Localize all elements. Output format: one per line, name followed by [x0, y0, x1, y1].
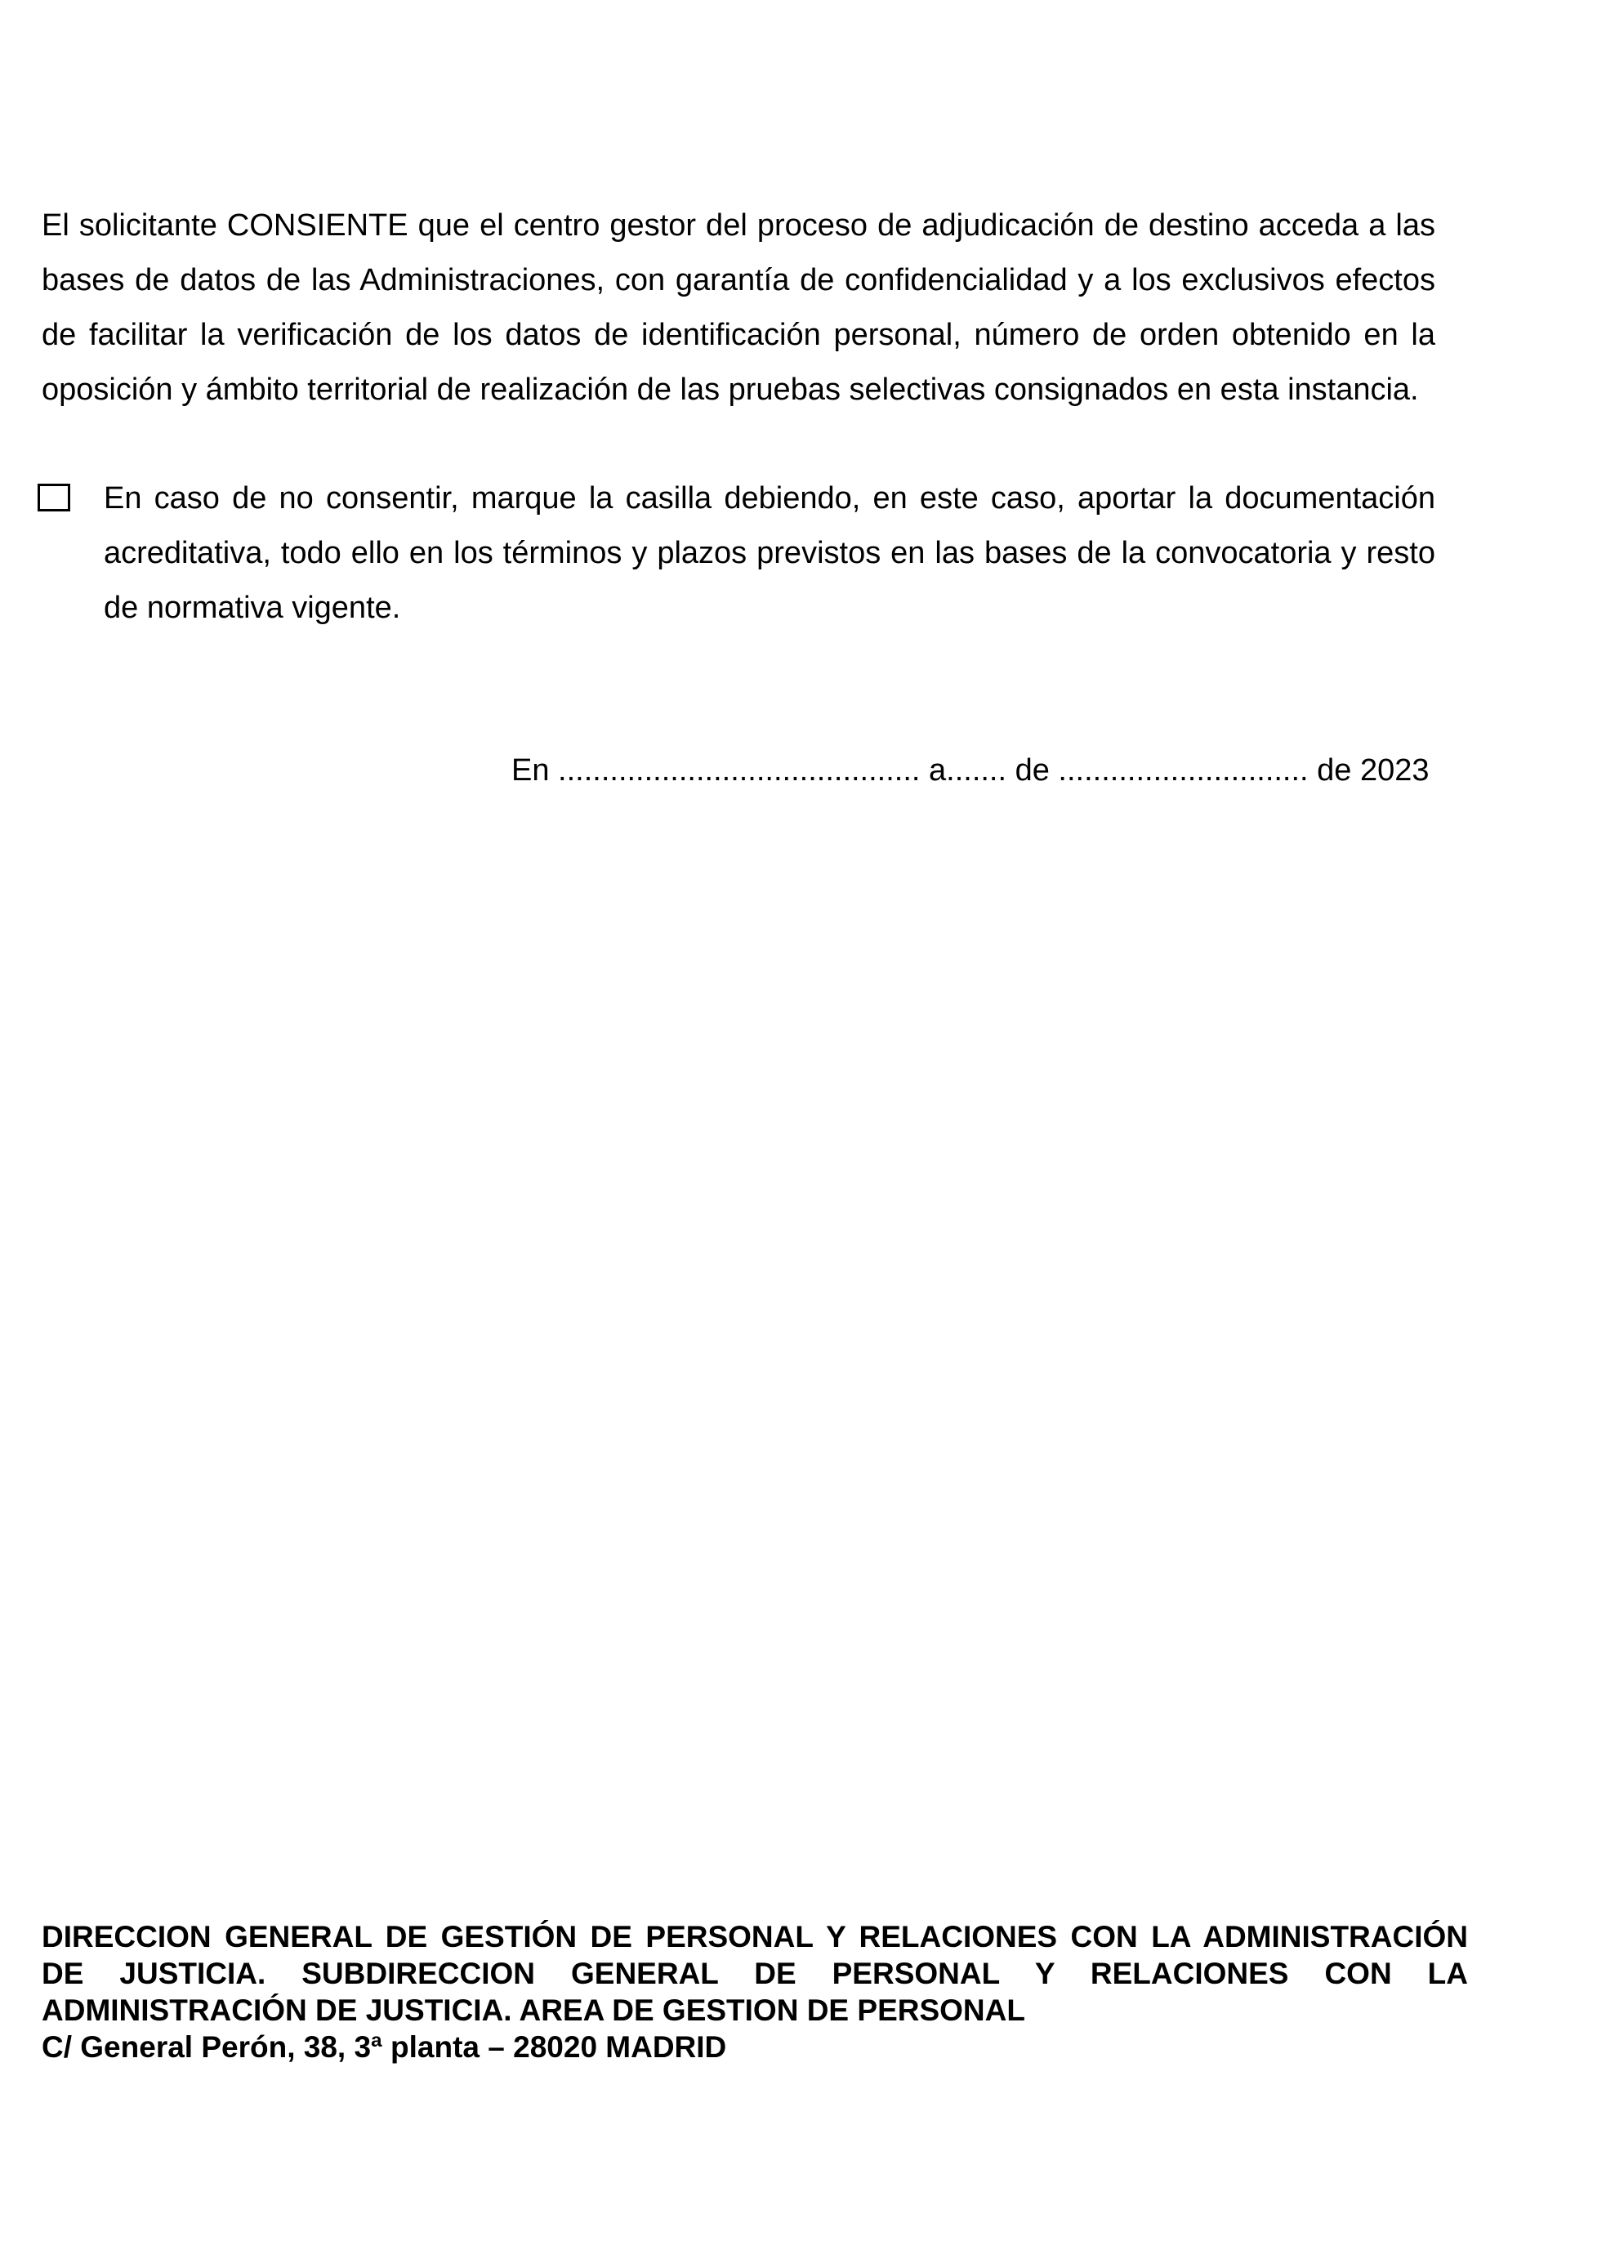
opt-out-checkbox[interactable] [38, 484, 70, 511]
signature-date-line: En .......................................... a....... de ............................. de 2023 [511, 753, 1430, 788]
footer-line-1: DIRECCION GENERAL DE GESTIÓN DE PERSONAL Y RELACIONES CON LA ADMINISTRACIÓN [42, 1920, 1468, 1953]
footer-line-3: ADMINISTRACIÓN DE JUSTICIA. AREA DE GESTION DE PERSONAL [42, 1993, 1025, 2027]
footer-line-2: DE JUSTICIA. SUBDIRECCION GENERAL DE PERSONAL Y RELACIONES CON LA [42, 1957, 1468, 1990]
footer-line-4: C/ General Perón, 38, 3ª planta – 28020 MADRID [42, 2030, 727, 2064]
opt-out-text: En caso de no consentir, marque la casilla debiendo, en este caso, aportar la documentación acreditativa, todo ello en los términos y plazos previstos en las bases de la convocatoria y resto de normativa vigente. [104, 481, 1435, 625]
consent-paragraph: El solicitante CONSIENTE que el centro gestor del proceso de adjudicación de destino acceda a las bases de datos de las Administraciones, con garantía de confidencialidad y a los exclusivos efectos de facilitar la verificación de los datos de identificación personal, número de orden obtenido en la oposición y ámbito territorial de realización de las pruebas selectivas consignados en esta instancia. [42, 208, 1435, 407]
footer-address [42, 1918, 1468, 2065]
